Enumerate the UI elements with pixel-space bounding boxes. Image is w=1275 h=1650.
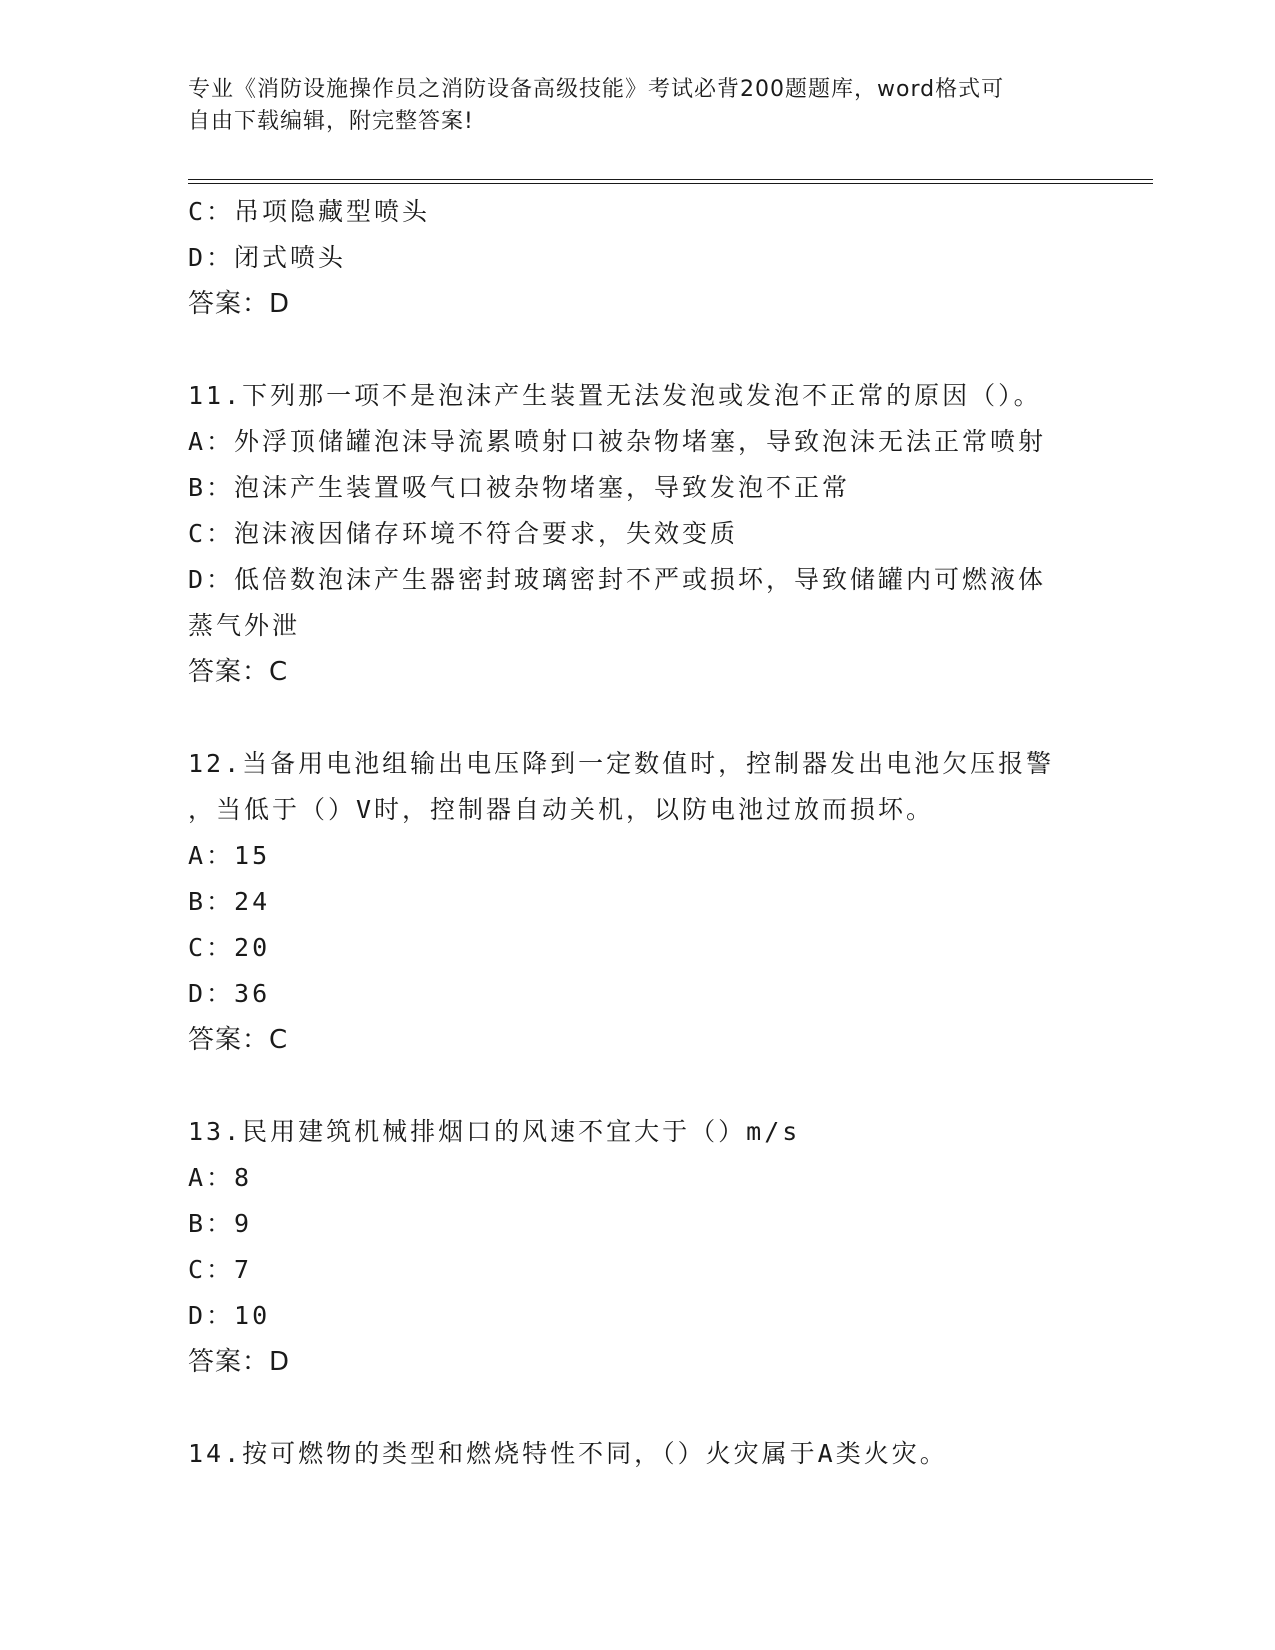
question-stem: 11.下列那一项不是泡沫产生装置无法发泡或发泡不正常的原因（）。 xyxy=(188,381,1042,410)
answer-line: 答案：C xyxy=(188,1025,289,1055)
question-block-10-tail xyxy=(188,189,1088,327)
option-d: D：10 xyxy=(188,1301,271,1330)
header-line-1: 专业《消防设施操作员之消防设备高级技能》考试必背200题题库，word格式可 xyxy=(188,77,1005,102)
question-block-13 xyxy=(188,1109,1088,1385)
option-d-continued: 蒸气外泄 xyxy=(188,611,301,640)
option-c: C：吊项隐藏型喷头 xyxy=(188,197,431,226)
option-b: B：泡沫产生装置吸气口被杂物堵塞，导致发泡不正常 xyxy=(188,473,851,502)
spacer xyxy=(188,1385,1088,1431)
option-a: A：8 xyxy=(188,1163,253,1192)
question-stem: 14.按可燃物的类型和燃烧特性不同，（）火灾属于A类火灾。 xyxy=(188,1439,948,1468)
header-line-2: 自由下载编辑，附完整答案! xyxy=(188,109,474,134)
option-c: C：泡沫液因储存环境不符合要求，失效变质 xyxy=(188,519,739,548)
question-stem: 12.当备用电池组输出电压降到一定数值时，控制器发出电池欠压报警 xyxy=(188,749,1055,778)
spacer xyxy=(188,695,1088,741)
option-a: A：15 xyxy=(188,841,271,870)
option-b: B：24 xyxy=(188,887,271,916)
header-divider-top xyxy=(188,179,1153,180)
question-list xyxy=(188,189,1088,1477)
answer-line: 答案：D xyxy=(188,1347,291,1377)
header-divider-bottom xyxy=(188,183,1153,184)
question-stem-continued: ，当低于（）V时，控制器自动关机，以防电池过放而损坏。 xyxy=(188,795,935,824)
option-a: A：外浮顶储罐泡沫导流累喷射口被杂物堵塞，导致泡沫无法正常喷射 xyxy=(188,427,1047,456)
option-d: D：低倍数泡沫产生器密封玻璃密封不严或损坏，导致储罐内可燃液体 xyxy=(188,565,1047,594)
question-block-11 xyxy=(188,373,1088,695)
spacer xyxy=(188,1063,1088,1109)
option-c: C：20 xyxy=(188,933,271,962)
option-c: C：7 xyxy=(188,1255,253,1284)
option-b: B：9 xyxy=(188,1209,253,1238)
question-block-12 xyxy=(188,741,1088,1063)
answer-line: 答案：C xyxy=(188,657,289,687)
question-stem: 13.民用建筑机械排烟口的风速不宜大于（）m/s xyxy=(188,1117,801,1146)
spacer xyxy=(188,327,1088,373)
option-d: D：闭式喷头 xyxy=(188,243,347,272)
question-block-14 xyxy=(188,1431,1088,1477)
option-d: D：36 xyxy=(188,979,271,1008)
answer-line: 答案：D xyxy=(188,289,291,319)
document-header xyxy=(188,74,1088,138)
